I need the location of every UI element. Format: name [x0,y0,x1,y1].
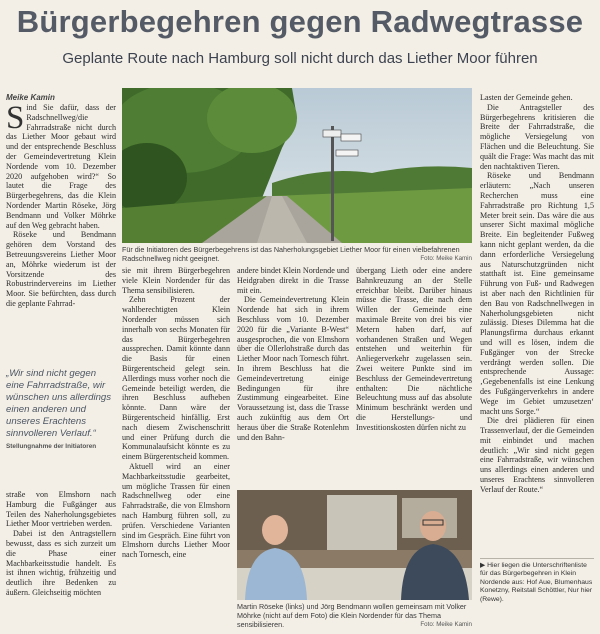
article-paragraph: straße von Elmshorn nach Hamburg die Fußgänger aus Teilen des Naherholungsgebietes Liether Moor vertrieben werden. [6,490,116,529]
article-paragraph: Röseke und Bendmann erläutern: „Nach unseren Recherchen muss eine Fahrradstraße pro Richtung 1,5 Meter breit sein. Das wäre die aus unserer Sicht maximal mögliche Breite. Ein begleitender Fußweg kann nicht geplant werden, da die dann erforderliche Versiegelung aus Naturschutzgründen nicht statthaft ist. Eine gemeinsame Führung von Fuß- und Radwegen ist aber nach den Richtlinien für den Bau von Radschnellwegen in Naherholungsgebieten nicht zulässig. Dieses Dilemma hat die Planungsfirma durchaus erkannt und will es lösen, indem die Fußgänger von der Strecke verdrängt werden sollen. Die entsprechende Aussage: ‚Gegebenenfalls ist eine Lenkung des Fußgängerverkehrs in andere Wege im Gebiet umzusetzen‘ macht uns Sorge.“ [480,171,594,416]
photo-initiators [237,490,472,600]
headline: Bürgerbegehren gegen Radwegtrasse [16,4,584,39]
article-paragraph: Zehn Prozent der wahlberechtigten Klein Nordender müssen sich innerhalb von sechs Monaten für das Bürgerbegehren aussprechen. Damit könnte dann die Basis für einen Bürgerentscheid gelegt sein. Allerdings muss vorher noch die Gemeinde beteiligt werden, die ihren Beschluss aufheben könnte. Dann wäre der Bürgerentscheid hinfällig. Erst nach diesem Zwischenschritt und einer Prüfung durch die Kommunalaufsicht könnte es zu einem Bürgerentscheid kommen. [122,295,230,462]
article-column-5 [480,93,594,495]
author-byline: Meike Kamin [6,93,55,102]
article-paragraph: sie mit ihrem Bürgerbegehren viele Klein Nordender für das Thema sensibilisieren. [122,266,230,295]
article-column-2 [122,266,230,560]
pull-quote-text: „Wir sind nicht gegen eine Fahrradstraße, wir wünschen uns allerdings einen anderen und unseres Erachtens sinnvolleren Verlauf.“ [6,368,112,439]
pull-quote [6,368,116,450]
article-paragraph: Die Antragsteller des Bürgerbegehrens kritisieren die Breite der Fahrradstraße, die mögliche Versiegelung von Flächen und die Beleuchtung. Sie quält die Frage: Was macht das mit den nachtaktiven Tieren. [480,102,594,171]
photo-credit: Foto: Meike Kamin [420,621,472,628]
photo-caption-2 [237,602,472,629]
article-column-3 [237,266,349,442]
article-paragraph: Lasten der Gemeinde gehen. [480,93,573,102]
drop-cap: S [6,100,25,136]
pull-quote-attribution: Stellungnahme der Initiatoren [6,443,97,450]
caption-text: Für die Initiatoren des Bürgerbegehrens ist das Naherholungsgebiet Liether Moor für einen vielbefahrenen Radschnellweg nicht geeignet. [122,245,460,263]
hint-rule [480,558,594,559]
triangle-right-icon: ▶ [480,562,486,569]
initiators-image [237,490,472,600]
article-paragraph: Sind Sie dafür, dass der Radschnellweg/die Fahrradstraße nicht durch das Liether Moor gebaut wird und der entsprechende Beschluss der Gemeindevertretung Klein Nordende vom 10. Dezember 2020 aufgehoben wird?“ So lautet die Frage des Bürgerbegehrens, das die Klein Nordender Martin Röseke, Jörg Bendmann und Volker Möhrke auf den Weg gebracht haben. [6,100,116,230]
moor-road-image [122,88,472,243]
article-column-1-continued [6,490,116,598]
article-paragraph: Röseke und Bendmann gehören dem Vorstand des Betreuungsvereins Liether Moor an, Möhrke wiederum ist der Vorsitzende des Robustrindervereins im Liether Moor. Sie befürchten, dass durch die geplante Fahrrad- [6,230,116,308]
caption-text: Martin Röseke (links) und Jörg Bendmann wollen gemeinsam mit Volker Möhrke (nicht auf dem Foto) die Klein Nordender für das Thema sensibilisieren. [237,602,467,629]
photo-moor-road [122,88,472,243]
article-column-4 [356,266,472,433]
article-paragraph: Die drei plädieren für einen Trassenverlauf, der die Gemeinden mit einbindet und machen deutlich: „Wir sind nicht gegen eine Fahrradstraße, wir wünschen uns allerdings einen anderen und unseres Erachtens sinnvolleren Verlauf der Route.“ [480,416,594,494]
article-paragraph: übergang Lieth oder eine andere Bahnkreuzung an der Stelle erreichbar bleibt. Darüber hinaus müsse die Trasse, die nach dem Willen der Gemeinde eine maximale Breite von drei bis vier Metern haben darf, auf vorhandenen Straßen und Wegen entstehen und weiterhin für Anliegerverkehr zugelassen sein. Zwei weitere Punkte sind im Beschluss der Gemeindevertretung enthalten: Die nächtliche Beleuchtung muss auf das absolute Minimum beschränkt werden und die Herstellungs- und Investitionskosten dürfen nicht zu [356,266,472,432]
photo-caption-1 [122,245,472,263]
photo-credit: Foto: Meike Kamin [420,255,472,262]
hint-text: Hier liegen die Unterschriftenliste für das Bürgerbegehren in Klein Nordende aus: Hof Aue, Blumenhaus Konetzny, Reitstall Schöttler, Nur hier (Rewe). [480,562,593,603]
subheadline: Geplante Route nach Hamburg soll nicht durch das Liether Moor führen [62,50,538,67]
article-paragraph: andere bindet Klein Nordende und Heidgraben direkt in die Trasse mit ein. [237,266,349,295]
article-paragraph: Dabei ist den Antragstellern bewusst, dass es sich zurzeit um die Phase einer Machbarkeitsstudie handelt. Es ist ihnen wichtig, frühzeitig und deutlich ihre Bedenken zu äußern. Gleichseitig möchten [6,529,116,597]
article-paragraph: Die Gemeindevertretung Klein Nordende hat sich in ihrem Beschluss vom 10. Dezember 2020 für die „Variante B-West“ ausgesprochen, die von Elmshorn über die Ollerlohstraße durch das Liether Moor nach Tornesch führt. In ihrem Beschluss hat die Gemeindevertretung einige Bedingungen für ihre Zustimmung eingearbeitet. Eine Voraussetzung ist, dass die Trasse auch zukünftig aus dem Ort heraus über die Straße Rotenlehm und den Bahn- [237,295,349,442]
signature-list-hint [480,562,594,604]
article-column-1 [6,100,116,309]
article-paragraph: Aktuell wird an einer Machbarkeitsstudie gearbeitet, um mögliche Trassen für einen Radschnellweg oder eine Fahrradstraße, die von Elmshorn nach Hamburg führen soll, zu prüfen. Verschiedene Varianten sind im Gespräch. Eine führt von Elmshorn durchs Liether Moor nach Tornesch, eine [122,461,230,560]
